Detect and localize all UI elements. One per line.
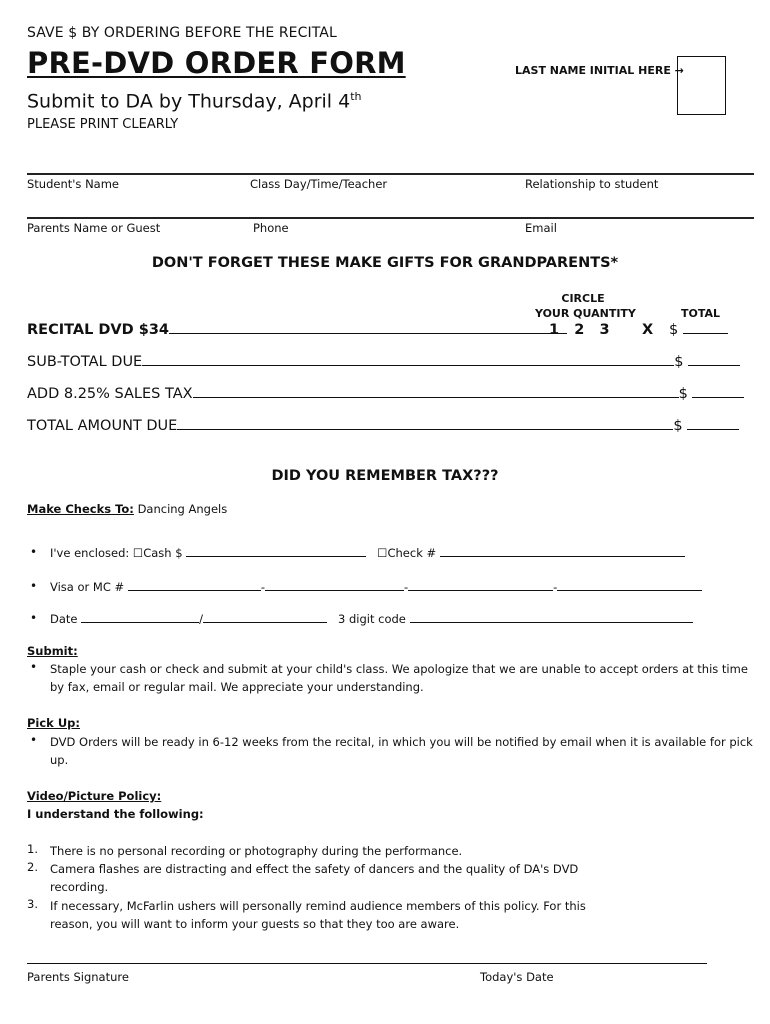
make-checks-value: Dancing Angels — [137, 502, 228, 516]
signature-line[interactable] — [27, 963, 707, 964]
make-checks-label: Make Checks To: — [27, 502, 134, 516]
total-due-line — [177, 429, 673, 430]
dollar-sign: $ — [678, 386, 688, 402]
class-info-label: Class Day/Time/Teacher — [250, 177, 388, 191]
tax-reminder: DID YOU REMEMBER TAX??? — [271, 468, 499, 484]
dvd-row — [27, 322, 567, 338]
dvd-line — [169, 333, 567, 334]
card-segment-2[interactable] — [265, 590, 404, 591]
policy-subheading: I understand the following: — [27, 807, 204, 821]
parents-name-label: Parents Name or Guest — [27, 221, 161, 235]
bullet-icon: • — [30, 545, 38, 559]
relationship-label: Relationship to student — [525, 177, 659, 191]
sales-tax-row — [27, 386, 744, 402]
sales-tax-amount-line[interactable] — [692, 397, 744, 398]
policy-item-2: Camera flashes are distracting and effect the safety of dancers and the quality of DA's DVD recording. — [50, 862, 579, 894]
policy-item-1: There is no personal recording or photography during the performance. — [50, 844, 463, 858]
list-number: 1. — [27, 842, 38, 856]
digit-code-label: 3 digit code — [338, 612, 406, 626]
subtotal-line — [142, 365, 674, 366]
visa-label: Visa or MC # — [50, 580, 125, 594]
total-label: TOTAL — [681, 307, 721, 320]
bullet-icon: • — [30, 611, 38, 625]
subtotal-row — [27, 354, 740, 370]
date-row: Date / 3 digit code — [50, 612, 693, 626]
dvd-label: RECITAL DVD $34 — [27, 322, 169, 338]
enclosed-label[interactable]: I've enclosed: ☐Cash $ — [50, 546, 183, 560]
submit-deadline-text: Submit to DA by Thursday, April 4 — [27, 90, 351, 113]
date-month-line[interactable] — [81, 622, 199, 623]
bullet-icon: • — [30, 733, 38, 747]
circle-label: CIRCLE — [561, 292, 605, 305]
list-number: 2. — [27, 860, 38, 874]
dollar-sign: $ — [673, 418, 683, 434]
initial-box[interactable] — [677, 56, 726, 115]
sales-tax-line — [193, 397, 679, 398]
contact-row-1-rule — [27, 173, 754, 175]
top-note: SAVE $ BY ORDERING BEFORE THE RECITAL — [27, 25, 337, 41]
date-label: Date — [50, 612, 78, 626]
dollar-sign: $ — [669, 322, 679, 338]
bullet-icon: • — [30, 579, 38, 593]
total-due-row — [27, 418, 739, 434]
submit-deadline-suffix: th — [350, 90, 362, 103]
policy-item-3: If necessary, McFarlin ushers will personally remind audience members of this policy. For this reason, you will want to inform your guests so that they too are aware. — [50, 899, 586, 931]
submit-text: Staple your cash or check and submit at your child's class. We apologize that we are unable to accept orders at this time by fax, email or regular mail. We appreciate your understanding. — [50, 662, 748, 694]
multiply-sign: X — [642, 322, 654, 338]
card-segment-1[interactable] — [128, 590, 261, 591]
card-row: Visa or MC # - - - — [50, 580, 702, 594]
list-number: 3. — [27, 897, 38, 911]
make-checks — [27, 502, 227, 516]
dvd-total-line — [683, 333, 728, 334]
card-segment-3[interactable] — [408, 590, 553, 591]
gift-heading: DON'T FORGET THESE MAKE GIFTS FOR GRANDPARENTS* — [151, 255, 619, 271]
phone-label: Phone — [253, 221, 289, 235]
total-due-amount-line[interactable] — [687, 429, 739, 430]
print-clearly-note: PLEASE PRINT CLEARLY — [27, 117, 179, 132]
your-quantity-label: YOUR QUANTITY — [535, 307, 636, 320]
card-segment-4[interactable] — [557, 590, 702, 591]
cash-amount-line[interactable] — [186, 556, 366, 557]
check-label[interactable]: ☐Check # — [377, 546, 437, 560]
page-title: PRE-DVD ORDER FORM — [27, 46, 406, 80]
initial-label: LAST NAME INITIAL HERE → — [515, 64, 684, 77]
pickup-text: DVD Orders will be ready in 6-12 weeks from the recital, in which you will be notified by email when it is available for pick up. — [50, 735, 753, 767]
contact-row-2-rule — [27, 217, 754, 219]
subtotal-amount-line[interactable] — [688, 365, 740, 366]
check-number-line[interactable] — [440, 556, 685, 557]
email-label: Email — [525, 221, 557, 235]
submit-heading: Submit: — [27, 644, 78, 658]
pickup-heading: Pick Up: — [27, 716, 81, 730]
digit-code-line[interactable] — [410, 622, 693, 623]
student-name-label: Student's Name — [27, 177, 120, 191]
todays-date-label: Today's Date — [480, 970, 554, 984]
date-year-line[interactable] — [203, 622, 327, 623]
submit-deadline — [27, 90, 362, 112]
dvd-total[interactable] — [669, 322, 728, 338]
subtotal-label: SUB-TOTAL DUE — [27, 354, 143, 370]
sales-tax-label: ADD 8.25% SALES TAX — [27, 386, 193, 402]
total-due-label: TOTAL AMOUNT DUE — [27, 418, 178, 434]
parents-signature-label: Parents Signature — [27, 970, 129, 984]
dollar-sign: $ — [674, 354, 684, 370]
bullet-icon: • — [30, 660, 38, 674]
enclosed-row — [50, 546, 685, 560]
quantity-options[interactable]: 1 2 3 — [549, 322, 610, 338]
policy-heading: Video/Picture Policy: — [27, 789, 162, 803]
